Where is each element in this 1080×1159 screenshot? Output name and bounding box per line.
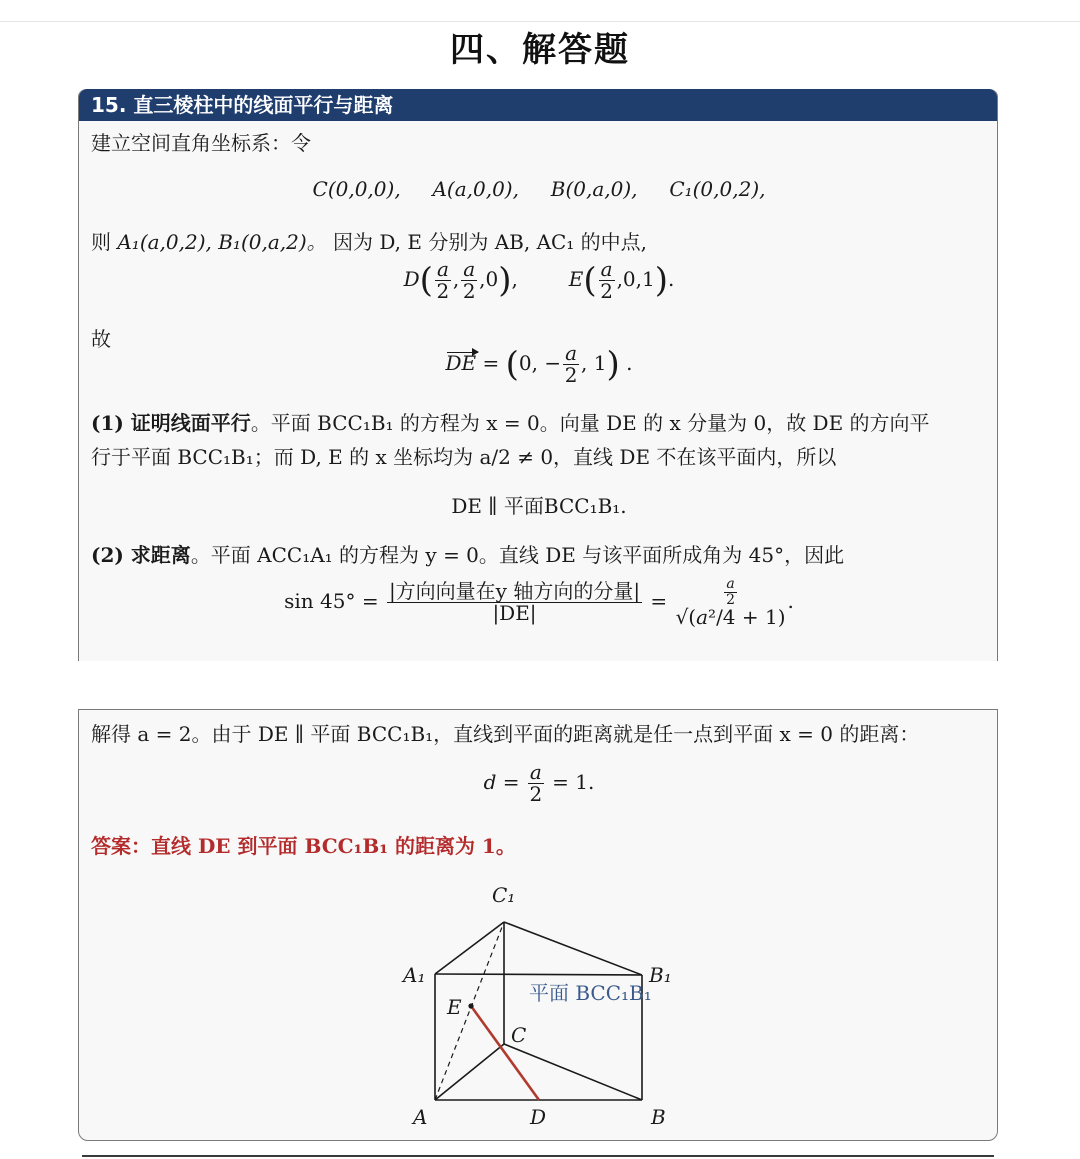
prism-figure xyxy=(79,878,997,1142)
point-e xyxy=(468,1003,473,1008)
edge-c1-b1 xyxy=(504,922,642,975)
plane-label: 平面 BCC₁B₁ xyxy=(529,981,652,1005)
part1-line2: 行于平面 BCC₁B₁；而 D, E 的 x 坐标均为 a/2 ≠ 0，直线 DE 不在该平面内，所以 xyxy=(91,445,837,469)
distance-formula: d = $\frac{a}{2}$ = 1. xyxy=(483,760,595,806)
label-b1: B₁ xyxy=(649,963,672,987)
vector-de-formula: DE = (0, − $\frac{a}{2}$ , 1) . xyxy=(445,341,633,387)
therefore-text: 故 xyxy=(91,327,111,351)
then-prefix: 则 xyxy=(91,230,111,254)
label-c1: C₁ xyxy=(492,883,516,907)
part2-line1 xyxy=(91,539,844,568)
sin-lhs: sin 45° = xyxy=(284,589,379,614)
label-d: D xyxy=(530,1105,547,1129)
edge-c-b xyxy=(504,1044,642,1100)
part2-rest: 。平面 ACC₁A₁ 的方程为 y = 0。直线 DE 与该平面所成角为 45°，因此 xyxy=(190,543,845,567)
sin-formula: sin 45° = $\frac{\text{|方向向量在y 轴方向的分量|}}{|DE|}$ = $\frac{a}{2}$ √(a²/4 + 1) . xyxy=(284,576,794,630)
page-title: 四、解答题 xyxy=(450,30,630,70)
then-coords: A₁(a,0,2), B₁(0,a,2)。 xyxy=(117,230,327,254)
label-e: E xyxy=(447,995,462,1019)
label-a1: A₁ xyxy=(403,963,426,987)
edge-a1-b1 xyxy=(435,974,642,975)
part1-rest: 。平面 BCC₁B₁ 的方程为 x = 0。向量 DE 的 x 分量为 0，故 DE 的方向平 xyxy=(250,411,930,435)
part1-conclusion: DE ∥ 平面BCC₁B₁. xyxy=(451,494,627,518)
part2-label: (2) 求距离 xyxy=(91,543,191,567)
label-c: C xyxy=(511,1023,527,1047)
coord-a: A(a,0,0), xyxy=(432,177,519,201)
coord-b: B(0,a,0), xyxy=(550,177,638,201)
label-b: B xyxy=(651,1105,666,1129)
midpoints-formula: D( $\frac{a}{2}$ , $\frac{a}{2}$ ,0), E( $\frac{a}{2}$ ,0,1). xyxy=(403,257,675,303)
segment-de xyxy=(471,1006,539,1100)
because-text: 因为 D, E 分别为 AB, AC₁ 的中点, xyxy=(333,230,648,254)
problem-header: 15. 直三棱柱中的线面平行与距离 xyxy=(79,89,997,121)
coord-c1: C₁(0,0,2), xyxy=(669,177,766,201)
answer-line: 答案：直线 DE 到平面 BCC₁B₁ 的距离为 1。 xyxy=(91,834,516,858)
continuation-card xyxy=(78,709,998,1141)
coord-c: C(0,0,0), xyxy=(312,177,401,201)
problem-card xyxy=(78,89,998,661)
solve-line: 解得 a = 2。由于 DE ∥ 平面 BCC₁B₁，直线到平面的距离就是任一点到平面 x = 0 的距离： xyxy=(91,722,920,746)
label-a: A xyxy=(413,1105,428,1129)
sin-frac-num: |方向向量在y 轴方向的分量| xyxy=(388,579,641,604)
coords-line xyxy=(79,177,999,201)
part1-label: (1) 证明线面平行 xyxy=(91,411,251,435)
part1-line1 xyxy=(91,407,930,436)
sin-frac-den: |DE| xyxy=(492,601,537,626)
bottom-divider xyxy=(82,1155,994,1157)
then-line xyxy=(91,226,647,255)
intro-text: 建立空间直角坐标系：令 xyxy=(91,131,311,155)
